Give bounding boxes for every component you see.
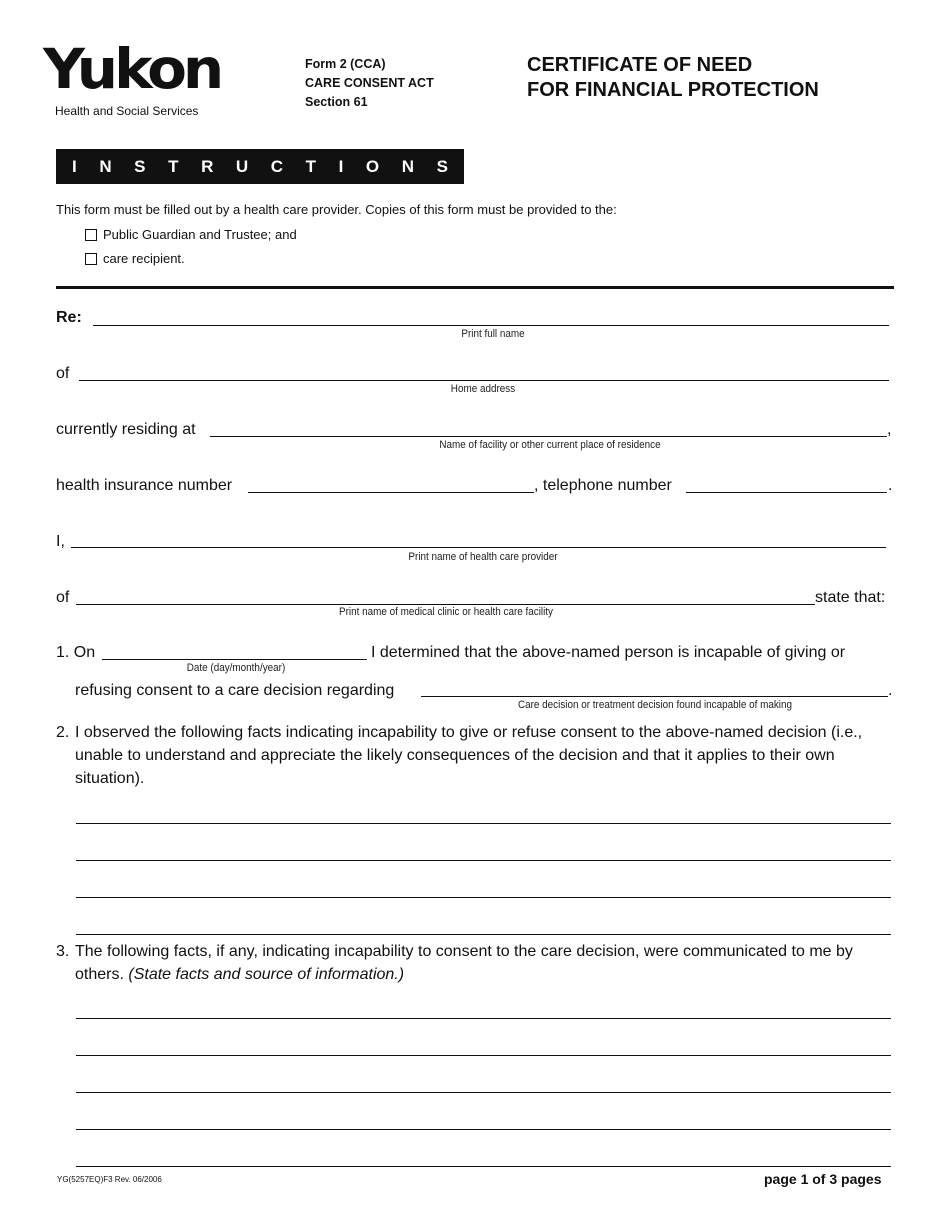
checkbox-guardian-label: Public Guardian and Trustee; and: [103, 227, 297, 242]
checkbox-row-guardian[interactable]: [85, 227, 297, 242]
instr-letter: N: [401, 156, 415, 176]
title-line-2: FOR FINANCIAL PROTECTION: [527, 79, 819, 101]
checkbox-row-recipient[interactable]: [85, 251, 185, 266]
form-identifier: [305, 55, 434, 112]
item3-answer-line[interactable]: [76, 1166, 891, 1167]
care-decision-field[interactable]: [421, 696, 888, 697]
hin-label: health insurance number: [56, 477, 233, 494]
section-divider: [56, 286, 894, 289]
instr-letter: T: [305, 156, 317, 176]
residing-label: currently residing at: [56, 421, 196, 438]
telephone-period: .: [888, 477, 893, 494]
home-address-field[interactable]: [79, 380, 889, 381]
care-decision-caption: Care decision or treatment decision found incapable of making: [517, 699, 793, 711]
telephone-label: , telephone number: [534, 477, 672, 494]
of-label: of: [56, 365, 70, 382]
of-clinic-label: of: [56, 589, 70, 606]
state-that-label: state that:: [815, 589, 886, 606]
title-line-1: CERTIFICATE OF NEED: [527, 54, 753, 76]
provider-label: I,: [56, 533, 65, 550]
page-title: [527, 53, 819, 103]
date-caption: Date (day/month/year): [186, 662, 286, 674]
health-insurance-field[interactable]: [248, 492, 534, 493]
date-field[interactable]: [102, 659, 367, 660]
care-decision-period: .: [888, 682, 893, 699]
logo-subtitle: Health and Social Services: [55, 104, 199, 118]
item2-answer-line[interactable]: [76, 823, 891, 824]
instr-letter: T: [168, 156, 179, 176]
instr-letter: C: [270, 156, 284, 176]
item2-number: 2.: [56, 724, 70, 741]
checkbox-recipient[interactable]: [85, 253, 97, 265]
item2-text: I observed the following facts indicating incapability to give or refuse consent to the above-named decision (i.e., unable to understand and appreciate the likely consequences of the decision and that it applies to their own situation).: [75, 724, 863, 787]
instr-letter: U: [235, 156, 249, 176]
form-section: Section 61: [305, 95, 368, 109]
item2-answer-line[interactable]: [76, 897, 891, 898]
item3-answer-line[interactable]: [76, 1129, 891, 1130]
item3-paragraph: [75, 940, 895, 986]
clinic-caption: Print name of medical clinic or health care facility: [338, 606, 554, 618]
item3-text: The following facts, if any, indicating incapability to consent to the care decision, were communicated to me by others.: [75, 943, 853, 983]
yukon-logo: Yukon: [43, 36, 221, 102]
item3-answer-line[interactable]: [76, 1055, 891, 1056]
form-number: Form 2 (CCA): [305, 57, 386, 71]
instr-letter: O: [365, 156, 380, 176]
instr-letter: I: [72, 156, 77, 176]
item3-answer-line[interactable]: [76, 1018, 891, 1019]
re-label: Re:: [56, 309, 82, 326]
instructions-text: This form must be filled out by a health care provider. Copies of this form must be provided to the:: [56, 202, 617, 217]
item3-italic-note: (State facts and source of information.): [128, 966, 405, 983]
item1-on-label: 1. On: [56, 644, 96, 661]
full-name-caption: Print full name: [461, 328, 525, 340]
residence-comma: ,: [887, 421, 892, 438]
instr-letter: R: [201, 156, 214, 176]
item3-answer-line[interactable]: [76, 1092, 891, 1093]
residence-caption: Name of facility or other current place of residence: [439, 439, 661, 451]
provider-name-caption: Print name of health care provider: [408, 551, 558, 563]
telephone-field[interactable]: [686, 492, 887, 493]
checkbox-guardian[interactable]: [85, 229, 97, 241]
residence-field[interactable]: [210, 436, 887, 437]
item2-answer-line[interactable]: [76, 860, 891, 861]
item3-number: 3.: [56, 943, 70, 960]
home-address-caption: Home address: [450, 383, 516, 395]
instr-letter: N: [99, 156, 112, 176]
clinic-field[interactable]: [76, 604, 815, 605]
full-name-field[interactable]: [93, 325, 889, 326]
form-act: CARE CONSENT ACT: [305, 76, 434, 90]
page-number: page 1 of 3 pages: [764, 1171, 882, 1187]
item1-line2: refusing consent to a care decision regarding: [75, 682, 395, 699]
item2-answer-line[interactable]: [76, 934, 891, 935]
form-code: YG(5257EQ)F3 Rev. 06/2006: [57, 1175, 162, 1184]
item1-text: I determined that the above-named person is incapable of giving or: [371, 644, 846, 661]
instr-letter: S: [134, 156, 146, 176]
checkbox-recipient-label: care recipient.: [103, 251, 185, 266]
instr-letter: I: [338, 156, 344, 176]
instructions-banner: [56, 149, 464, 184]
instr-letter: S: [436, 156, 448, 176]
provider-name-field[interactable]: [71, 547, 886, 548]
